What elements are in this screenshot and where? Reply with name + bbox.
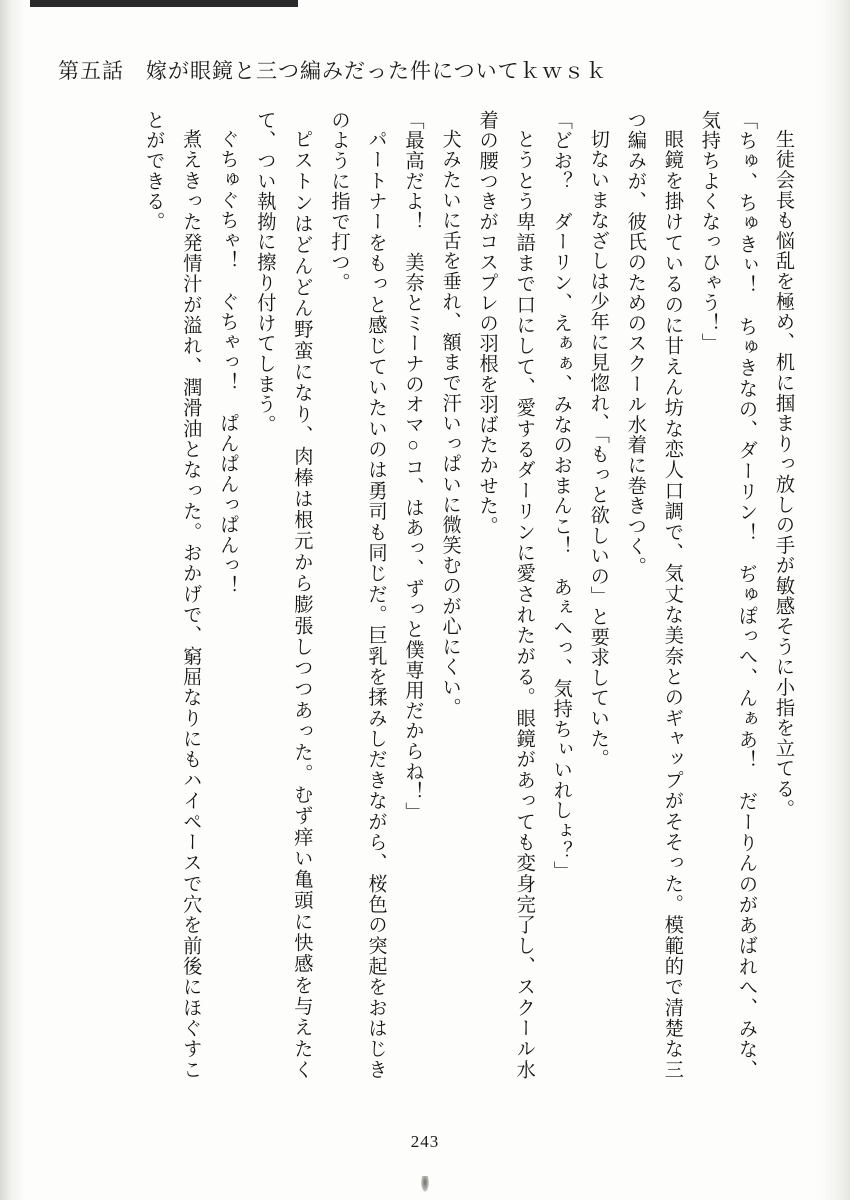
margin-tick bbox=[824, 936, 843, 943]
margin-tick bbox=[824, 264, 843, 271]
margin-tick bbox=[824, 208, 843, 215]
chapter-heading: 第五話 嫁が眼鏡と三つ編みだった件についてｋｗｓｋ bbox=[58, 59, 608, 83]
paragraph: 眼鏡を掛けているのに甘えん坊な恋人口調で、気丈な美奈とのギャップがそそった。模範的で清楚な三つ編みが、彼氏のためのスクール水着に巻きつく。 bbox=[624, 110, 683, 1080]
margin-tick bbox=[824, 544, 843, 551]
margin-tick bbox=[824, 824, 843, 831]
margin-tick bbox=[824, 376, 843, 383]
paragraph: 犬みたいに舌を垂れ、額まで汗いっぱいに微笑むのが心にくい。 bbox=[439, 129, 461, 718]
paragraph: とうとう卑語まで口にして、愛するダーリンに愛されたがる。眼鏡があっても変身完了し、スクール水着の腰つきがコスプレの羽根を羽ばたかせた。 bbox=[476, 110, 535, 1080]
paragraph: 「最高だよ！ 美奈とミーナのオマ○コ、はあっ、ずっと僕専用だからね！」 bbox=[402, 110, 424, 823]
paragraph: ぐちゅぐちゃ！ ぐちゃっ！ ぱんぱんっぱんっ！ bbox=[217, 129, 239, 597]
margin-tick bbox=[824, 712, 843, 719]
margin-tick bbox=[824, 992, 843, 999]
margin-tick bbox=[824, 488, 843, 495]
page-number: 243 bbox=[410, 1132, 440, 1151]
paragraph: 切ないまなざしは少年に見惚れ、「もっと欲しいの」と要求していた。 bbox=[587, 129, 609, 770]
margin-tick bbox=[824, 768, 843, 775]
body-text bbox=[102, 110, 802, 1080]
margin-tick bbox=[824, 432, 843, 439]
paragraph: 生徒会長も悩乱を極め、机に掴まりっ放しの手が敏感そうに小指を立てる。 bbox=[773, 129, 794, 820]
margin-tick bbox=[824, 880, 843, 887]
paragraph: ピストンはどんどん野蛮になり、肉棒は根元から膨張しつつあった。むず痒い亀頭に快感を与えたくて、つい執拗に擦り付けてしまう。 bbox=[254, 110, 313, 1080]
margin-tick bbox=[824, 1048, 843, 1055]
margin-tick bbox=[824, 656, 843, 663]
margin-tick bbox=[824, 40, 843, 47]
paragraph: 「ちゅ、ちゅきぃ！ ちゅきなの、ダーリン！ ぢゅぽっへ、んぁあ！ だーりんのがあばれへ、みな、気持ちよくなっひゃう！」 bbox=[698, 110, 757, 1080]
margin-tick bbox=[824, 152, 843, 159]
paragraph: パートナーをもっと感じていたいのは勇司も同じだ。巨乳を揉みしだきながら、桜色の突起をおはじきのように指で打つ。 bbox=[328, 110, 387, 1080]
margin-tick bbox=[824, 96, 843, 103]
scan-artifact-bar bbox=[30, 0, 298, 7]
scan-artifact-mark bbox=[421, 1176, 429, 1192]
margin-tick bbox=[824, 320, 843, 327]
margin-tick-marks bbox=[818, 40, 848, 1120]
paragraph: 「どお？ ダーリン、えぁぁ、みなのおまんこ！ あぇへっ、気持ちぃいれしょ？」 bbox=[550, 110, 572, 882]
margin-tick bbox=[824, 600, 843, 607]
paragraph: 煮えきった発情汁が溢れ、潤滑油となった。おかげで、窮屈なりにもハイペースで穴を前後にほぐすことができる。 bbox=[143, 110, 202, 1080]
